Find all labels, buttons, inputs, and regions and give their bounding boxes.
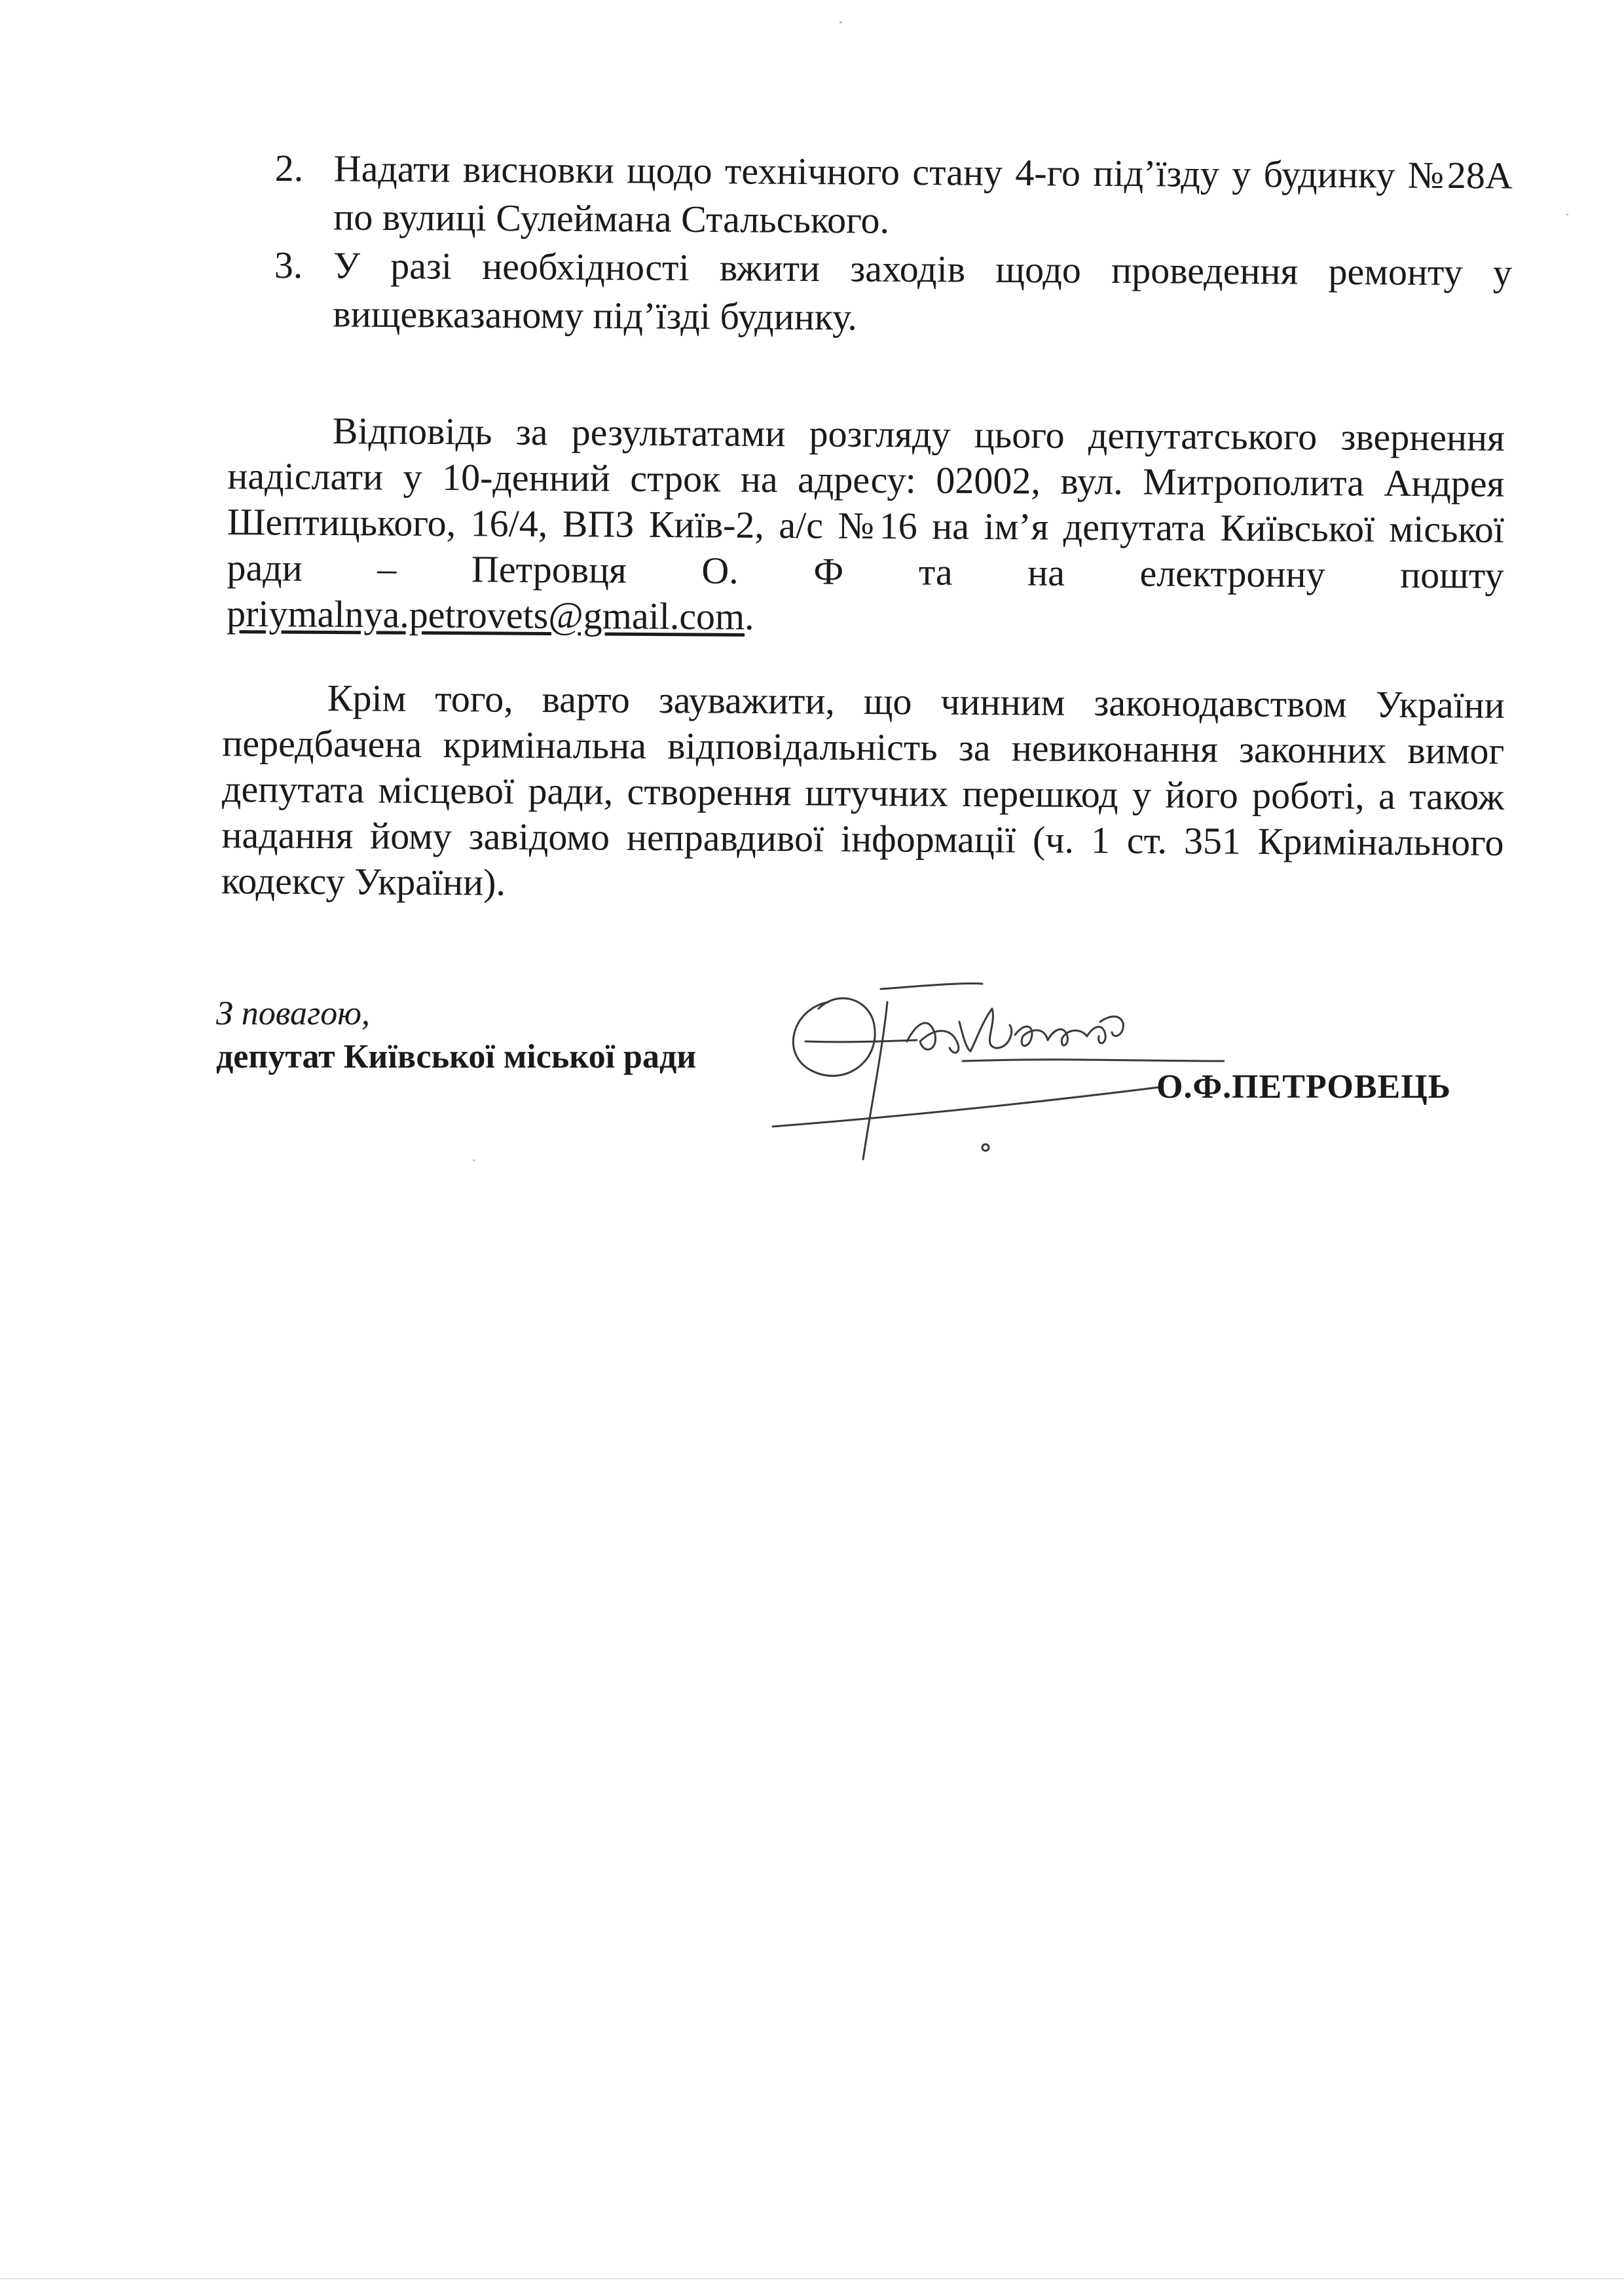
scan-edge bbox=[0, 2278, 1624, 2279]
closing-greeting: З повагою, bbox=[216, 995, 370, 1032]
scan-mark bbox=[473, 1159, 475, 1161]
list-item bbox=[274, 144, 1513, 249]
list-item bbox=[274, 241, 1512, 346]
handwritten-signature bbox=[766, 963, 1225, 1172]
scan-mark bbox=[1566, 214, 1568, 215]
paragraph-text-end: . bbox=[744, 595, 754, 638]
closing-block bbox=[216, 992, 696, 1079]
liability-paragraph: Крім того, варто зауважити, що чинним законодавством України передбачена кримінальна відповідальність за невиконання законних вимог депутата місцевої ради, створення штучних перешкод у його роботі, а також надання йому завідомо неправдивої інформації (ч. 1 ст. 351 Кримінального кодексу України). bbox=[221, 676, 1505, 904]
response-request-paragraph bbox=[227, 407, 1505, 644]
email-link[interactable]: priymalnya.petrovets@gmail.com bbox=[226, 591, 745, 638]
paragraph-text: Відповідь за результатами розгляду цього депутатського звернення надіслати у 10-денний строк на адресу: 02002, вул. Митрополита Андрея Шептицького, 16/4, ВПЗ Київ-2, а/с №16 на ім’я депутата Київської міської ради – Петровця О. Ф та на електронну пошту bbox=[227, 409, 1505, 597]
list-item-text: У разі необхідності вжити заходів щодо проведення ремонту у вищевказаному під’їзді будинку. bbox=[333, 244, 1513, 339]
scan-mark bbox=[840, 21, 842, 24]
numbered-list bbox=[274, 144, 1513, 346]
signer-name: О.Ф.ПЕТРОВЕЦЬ bbox=[1156, 1068, 1452, 1106]
list-item-number: 2. bbox=[274, 146, 304, 190]
list-item-number: 3. bbox=[274, 243, 303, 287]
signer-title: депутат Київської міської ради bbox=[216, 1038, 697, 1075]
list-item-text: Надати висновки щодо технічного стану 4-го під’їзду у будинку №28А по вулиці Сулеймана Стальського. bbox=[333, 147, 1513, 242]
